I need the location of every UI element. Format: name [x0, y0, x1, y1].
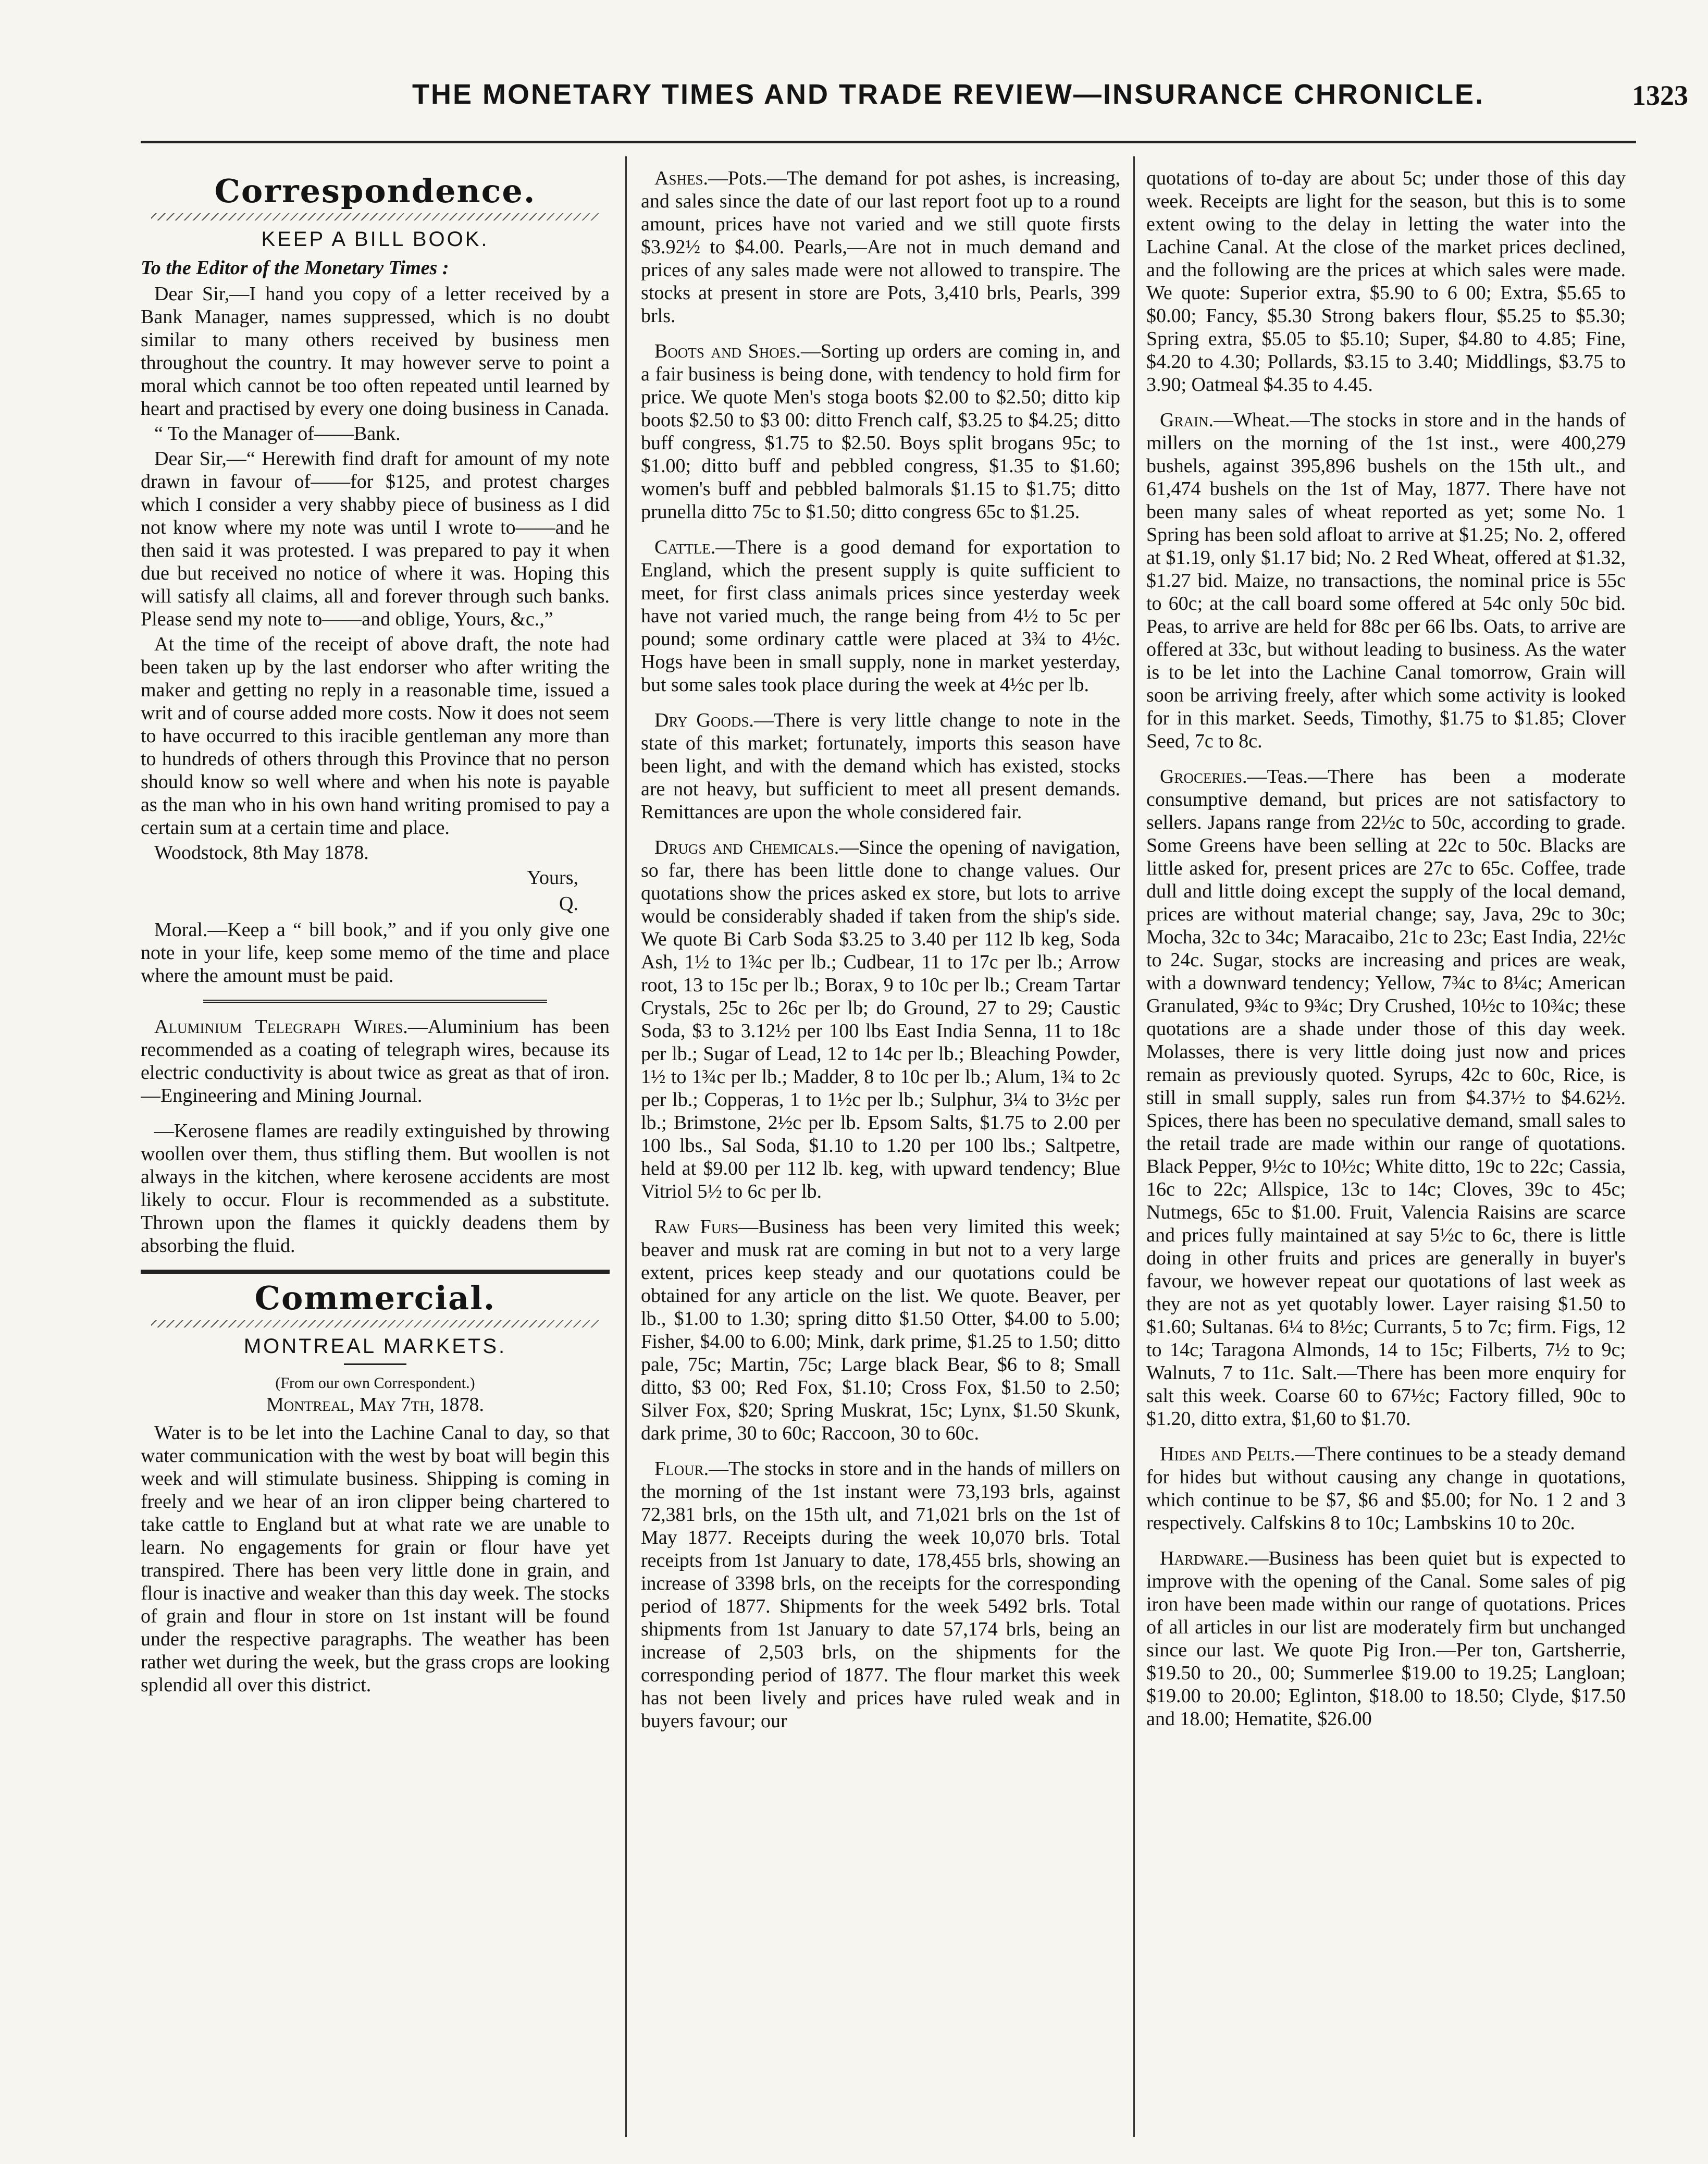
divider	[344, 1363, 406, 1365]
market-flour-continued: quotations of to-day are about 5c; under those of this day week. Receipts are light for the season, but this is to some extent owing to the delay in letting the water into the Lachine Canal. At the close of the market prices declined, and the following are the prices at which sales were made. We quote: Superior extra, $5.90 to 6 00; Extra, $5.65 to $0.00; Fancy, $5.30 Strong bakers flour, $5.25 to $5.30; Spring extra, $5.05 to $5.10; Super, $4.80 to 4.85; Fine, $4.20 to 4.30; Pollards, $3.15 to 3.40; Middlings, $3.75 to 3.90; Oatmeal $4.35 to 4.45.	[1146, 167, 1626, 396]
paragraph-lead: Dry Goods.	[654, 709, 754, 731]
article-title: MONTREAL MARKETS.	[243, 1335, 507, 1358]
market-cattle	[641, 536, 1120, 696]
signature: Q.	[559, 893, 578, 915]
column-1	[141, 167, 610, 2126]
market-dry-goods	[641, 709, 1120, 823]
column-divider	[1133, 156, 1135, 2137]
section-title-correspondence: Correspondence.	[214, 172, 536, 210]
paragraph-kerosene: —Kerosene flames are readily extinguished by throwing woollen over them, thus stifling them. But woollen is not always in the kitchen, where kerosene accidents are most likely to occur. Flour is recommended as a substitute. Thrown upon the flames it quickly deadens them by absorbing the fluid.	[141, 1120, 610, 1257]
market-furs	[641, 1215, 1120, 1445]
paragraph-text: —Business has been quiet but is expected to improve with the opening of the Canal. Some sales of pig iron have been made within our range of quotations. Prices of all articles in our list are moderately firm but unchanged since our last. We quote Pig Iron.—Per ton, Gartsherrie, $19.50 to 20., 00; Summerlee $19.00 to 19.25; Langloan; $19.00 to 20.00; Eglinton, $18.00 to 18.50; Clyde, $17.50 and 18.00; Hematite, $26.00	[1146, 1547, 1626, 1730]
moral-paragraph: Moral.—Keep a “ bill book,” and if you only give one note in your life, keep some memo of the time and place where the amount must be paid.	[141, 919, 610, 987]
market-hides	[1146, 1443, 1626, 1534]
paragraph-lead: Hides and Pelts.	[1160, 1443, 1295, 1465]
paragraph-lead: Drugs and Chemicals.	[654, 837, 839, 858]
paragraph-text: —Pots.—The demand for pot ashes, is increasing, and sales since the date of our last report foot up to a round amount, prices have not varied and we still quote firsts $3.92½ to $4.00. Pearls,—Are not in much demand and prices of any sales made were not allowed to transpire. The stocks at present in store are Pots, 3,410 brls, Pearls, 399 brls.	[641, 167, 1120, 327]
paragraph-lead: Ashes.	[654, 167, 708, 189]
paragraph: At the time of the receipt of above draft, the note had been taken up by the last endorser who after writing the maker and getting no reply in a reasonable time, issued a writ and of course added more costs. Now it does not seem to have occurred to this iracible gentleman any more than to hundreds of others through this Province that no person should know so well where and when his note is payable as the man who in his own hand writing promised to pay a certain sum at a certain time and place.	[141, 633, 610, 839]
column-divider	[625, 156, 627, 2137]
market-grain	[1146, 409, 1626, 753]
paragraph-lead: Cattle.	[654, 536, 716, 558]
divider	[141, 1270, 610, 1274]
paragraph-lead: Groceries.	[1160, 766, 1247, 788]
paragraph-aluminium	[141, 1015, 610, 1107]
paragraph: “ To the Manager of——Bank.	[154, 423, 401, 445]
running-head: THE MONETARY TIMES AND TRADE REVIEW—INSURANCE CHRONICLE.	[412, 79, 1485, 110]
paragraph-text: —There is a good demand for exportation to England, which the present supply is quite sufficient to meet, for first class animals prices since yesterday week have not varied much, the range being from 4½ to 5c per pound; some ordinary cattle were placed at 3¾ to 4½c. Hogs have been in small supply, none in market yesterday, but some sales took place during the week at 4½c per lb.	[641, 536, 1120, 696]
paragraph-text: —There continues to be a steady demand for hides but without causing any change in quotations, which continue to be $7, $6 and $5.00; for No. 1 2 and 3 respectively. Calfskins 8 to 10c; Lambskins 10 to 20c.	[1146, 1443, 1626, 1534]
paragraph-text: —Aluminium has been recommended as a coating of telegraph wires, because its electric conductivity is about twice as great as that of iron.—Engineering and Mining Journal.	[141, 1016, 610, 1106]
article-title: KEEP A BILL BOOK.	[261, 228, 489, 251]
paragraph-text: —Sorting up orders are coming in, and a fair business is being done, with tendency to hold firm for price. We quote Men's stoga boots $2.00 to $2.50; ditto kip boots $2.50 to $3 00: ditto French calf, $3.25 to $4.25; ditto buff congress, $1.75 to $2.50. Boys split brogans 95c; to $1.00; ditto buff and pebbled congress, $1.35 to $1.60; women's buff and pebbled balmorals $1.15 to $1.75; ditto prunella ditto 75c to $1.50; ditto congress 65c to $1.25.	[641, 340, 1120, 523]
place-date: Woodstock, 8th May 1878.	[154, 842, 369, 864]
from-line: (From our own Correspondent.)	[275, 1374, 475, 1392]
page-number: 1323	[1632, 80, 1688, 111]
paragraph-lead: Hardware.	[1160, 1547, 1249, 1569]
market-ashes	[641, 167, 1120, 327]
market-drugs	[641, 836, 1120, 1203]
paragraph-lead: Boots and Shoes.	[654, 340, 801, 362]
editor-salutation: To the Editor of the Monetary Times :	[141, 257, 449, 279]
column-2	[641, 167, 1120, 2126]
paragraph: Water is to be let into the Lachine Canal to day, so that water communication with the west by boat will begin this week and will stimulate business. Shipping is coming in freely and we hear of an iron clipper being chartered to take cattle to England but at what rate we are unable to learn. No engagements for grain or flour have yet transpired. There has been very little done in grain, and flour is inactive and weaker than this day week. The stocks of grain and flour in store on 1st instant will be found under the respective paragraphs. The weather has been rather wet during the week, but the grass crops are looking splendid all over this district.	[141, 1422, 610, 1696]
paragraph-lead: Flour.	[654, 1458, 709, 1480]
ornamental-rule	[151, 1320, 599, 1327]
section-title-commercial: Commercial.	[254, 1279, 496, 1317]
market-hardware	[1146, 1547, 1626, 1730]
page-header	[271, 78, 1688, 125]
closing: Yours,	[527, 867, 578, 889]
paragraph-text: —There is very little change to note in the state of this market; fortunately, imports this season have been light, and with the demand which has existed, stocks are not heavy, but sufficient to meet all present demands. Remittances are upon the whole considered fair.	[641, 709, 1120, 823]
paragraph-text: —Teas.—There has been a moderate consumptive demand, but prices are not satisfactory to sellers. Japans range from 22½c to 50c, according to grade. Some Greens have been selling at 22c to 50c. Blacks are little asked for, present prices are 27c to 65c. Coffee, trade dull and little doing except the supply of the local demand, prices are without material change; say, Java, 29c to 30c; Mocha, 32c to 34c; Maracaibo, 21c to 23c; East India, 22½c to 24c. Sugar, stocks are increasing and prices are weak, with a downward tendency; Yellow, 7¾c to 8¼c; American Granulated, 9¾c to 9¾c; Dry Crushed, 10½c to 10¾c; these quotations are a shade under those of this day week. Molasses, there is very little doing just now and prices remain as previously quoted. Syrups, 42c to 60c, Rice, is still in small supply, sales run from $4.37½ to $4.62½. Spices, there has been no speculative demand, small sales to the retail trade are made within our range of quotations. Black Pepper, 9½c to 10½c; White ditto, 19c to 22c; Cassia, 16c to 22c; Allspice, 13c to 14c; Cloves, 39c to 45c; Nutmegs, 65c to $1.00. Fruit, Valencia Raisins are scarce and prices fully maintained at say 5½c to 6c, there is little doing in other fruits and prices are generally in buyer's favour, we however repeat our quotations of last week as they are not as yet quotably lower. Layer raising $1.50 to $1.60; Sultanas. 6¼ to 8½c; Currants, 5 to 7c; firm. Figs, 12 to 14c; Taragona Almonds, 14 to 15c; Filberts, 7½ to 9c; Walnuts, 7 to 11c. Salt.—There has been more enquiry for salt this week. Coarse 60 to 67½c; Factory filled, 90c to $1.20, ditto extra, $1,60 to $1.70.	[1146, 766, 1626, 1430]
paragraph-text: —Wheat.—The stocks in store and in the hands of millers on the morning of the 1st inst., were 400,279 bushels, against 395,896 bushels on the 15th ult., and 61,474 bushels on the 1st of May, 1877. There have not been many sales of wheat reported as yet; some No. 1 Spring has been sold afloat to arrive at $1.25; No. 2, offered at $1.19, only $1.17 bid; No. 2 Red Wheat, offered at $1.32, $1.27 bid. Maize, no transactions, the nominal price is 55c to 60c; at the call board some offered at 54c only 50c bid. Peas, to arrive are held for 88c per 66 lbs. Oats, to arrive are offered at 33c, but without leading to business. As the water is to be let into the Lachine Canal tomorrow, Grain will soon be arriving freely, after which some activity is looked for in this market. Seeds, Timothy, $1.75 to $1.85; Clover Seed, 7c to 8c.	[1146, 409, 1626, 752]
paragraph: Dear Sir,—I hand you copy of a letter received by a Bank Manager, names suppressed, which is no doubt similar to many others received by business men throughout the country. It may however serve to point a moral which cannot be too often repeated until learned by heart and practised by every one doing business in Canada.	[141, 283, 610, 420]
market-boots	[641, 340, 1120, 523]
paragraph-lead: Raw Furs	[654, 1216, 739, 1238]
dateline: Montreal, May 7th, 1878.	[266, 1394, 485, 1416]
market-flour	[641, 1457, 1120, 1732]
paragraph-text: —Since the opening of navigation, so far, there has been little done to change values. Our quotations show the prices asked ex store, but lots to arrive would be considerably shaded if taken from the ship's side. We quote Bi Carb Soda $3.25 to 3.40 per 112 lb keg, Soda Ash, 1½ to 1¾c per lb.; Cudbear, 11 to 17c per lb.; Arrow root, 13 to 15c per lb.; Borax, 9 to 10c per lb.; Cream Tartar Crystals, 25c to 26c per lb; do Ground, 27 to 29; Caustic Soda, $3 to 3.12½ per 100 lbs East India Senna, 11 to 18c per lb.; Sugar of Lead, 12 to 14c per lb.; Bleaching Powder, 1½ to 1¾c per lb.; Madder, 8 to 10c per lb.; Alum, 1¾ to 2c per lb.; Copperas, 1 to 1½c per lb.; Sulphur, 3¼ to 3½c per lb.; Brimstone, 2½c per lb. Epsom Salts, $1.75 to 2.00 per 100 lbs., Sal Soda, $1.10 to 1.20 per 100 lbs.; Saltpetre, held at $9.00 per 112 lb. keg, with upward tendency; Blue Vitriol 5½ to 6c per lb.	[641, 837, 1120, 1202]
paragraph-text: —The stocks in store and in the hands of millers on the morning of the 1st instant were 73,193 brls, against 72,381 brls, on the 15th ult, and 71,021 brls on the 1st of May 1877. Receipts during the week 10,070 brls. Total receipts from 1st January to date, 178,455 brls, showing an increase of 3398 brls, on the receipts for the corresponding period of 1877. Shipments for the week 5492 brls. Total shipments from 1st January to date 57,174 brls, being an increase of 2,503 brls, on the shipments for the corresponding period of 1877. The flour market this week has not been lively and prices have ruled weak and in buyers favour; our	[641, 1458, 1120, 1732]
divider	[203, 1000, 547, 1003]
header-rule	[141, 141, 1636, 143]
paragraph-lead: Aluminium Telegraph Wires.	[154, 1016, 408, 1038]
paragraph: Dear Sir,—“ Herewith find draft for amount of my note drawn in favour of——for $125, and protest charges which I consider a very shabby piece of business as I did not know where my note was until I wrote to——and he then said it was protested. I was prepared to pay it when due but received no notice of where it was. Hoping this will satisfy all claims, all and forever through such banks. Please send my note to——and oblige, Yours, &c.,”	[141, 448, 610, 630]
column-3	[1146, 167, 1626, 2126]
ornamental-rule	[151, 213, 599, 220]
paragraph-text: —Business has been very limited this week; beaver and musk rat are coming in but not to a very large extent, prices keep steady and our quotations could be obtained for any article on the list. We quote. Beaver, per lb., $1.00 to 1.30; spring ditto $1.50 Otter, $4.00 to 5.00; Fisher, $4.00 to 6.00; Mink, dark prime, $1.25 to 1.50; ditto pale, 75c; Martin, 75c; Large black Bear, $6 to 8; Small ditto, $3 00; Red Fox, $1.10; Cross Fox, $1.50 to 2.50; Silver Fox, $20; Spring Muskrat, 15c; Lynx, $1.50 Skunk, dark prime, 30 to 60c; Raccoon, 30 to 60c.	[641, 1216, 1120, 1444]
market-groceries	[1146, 765, 1626, 1430]
paragraph-lead: Grain.	[1160, 409, 1214, 431]
